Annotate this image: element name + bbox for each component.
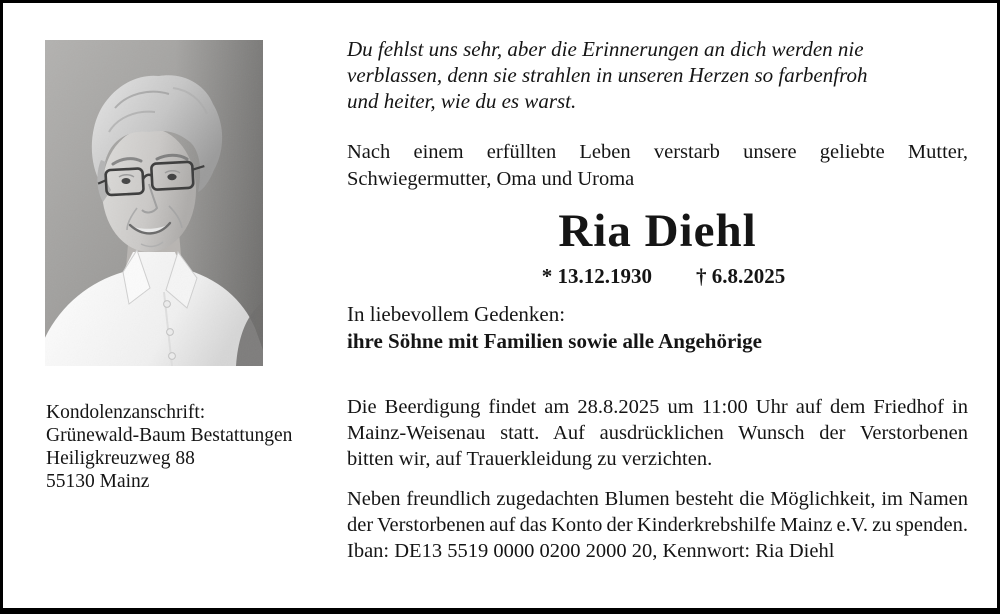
funeral-line: bitten wir, auf Trauerkleidung zu verzichten. — [347, 448, 713, 470]
birth-date: * 13.12.1930 — [541, 264, 652, 288]
donation-line: Neben freundlich zugedachten Blumen besteht die Möglichkeit, im Namen — [347, 488, 968, 510]
memorial-label: In liebevollem Gedenken: — [347, 302, 566, 326]
condolence-city: 55130 Mainz — [46, 471, 150, 492]
life-dates — [347, 264, 968, 289]
condolence-address — [46, 401, 336, 493]
portrait-photo — [45, 40, 263, 366]
donation-paragraph — [347, 486, 968, 564]
quote-line: verblassen, denn sie strahlen in unseren Herzen so farbenfroh — [347, 63, 868, 87]
funeral-line: Mainz-Weisenau statt. Auf ausdrücklichen Wunsch der Verstorbenen — [347, 422, 968, 444]
memorial-quote — [347, 36, 968, 114]
condolence-funeral-home: Grünewald-Baum Bestattungen — [46, 425, 293, 446]
quote-line: und heiter, wie du es warst. — [347, 89, 577, 113]
funeral-line: Die Beerdigung findet am 28.8.2025 um 11:00 Uhr auf dem Friedhof in — [347, 396, 968, 418]
condolence-label: Kondolenzanschrift: — [46, 402, 206, 423]
intro-line: Nach einem erfüllten Leben verstarb unsere geliebte Mutter, — [347, 141, 968, 163]
intro-paragraph — [347, 139, 968, 193]
quote-line: Du fehlst uns sehr, aber die Erinnerungen an dich werden nie — [347, 37, 864, 61]
funeral-paragraph — [347, 394, 968, 472]
deceased-name: Ria Diehl — [558, 205, 757, 257]
mourners-line: ihre Söhne mit Familien sowie alle Angehörige — [347, 329, 762, 353]
portrait-photo-graphic — [45, 40, 263, 366]
donation-iban-line: Iban: DE13 5519 0000 0200 2000 20, Kennwort: Ria Diehl — [347, 540, 835, 562]
condolence-street: Heiligkreuzweg 88 — [46, 448, 195, 469]
donation-line: der Verstorbenen auf das Konto der Kinderkrebshilfe Mainz e.V. zu spenden. — [347, 514, 968, 536]
notice-text-column — [347, 3, 968, 608]
intro-line: Schwiegermutter, Oma und Uroma — [347, 168, 635, 190]
death-date: † 6.8.2025 — [696, 264, 786, 288]
